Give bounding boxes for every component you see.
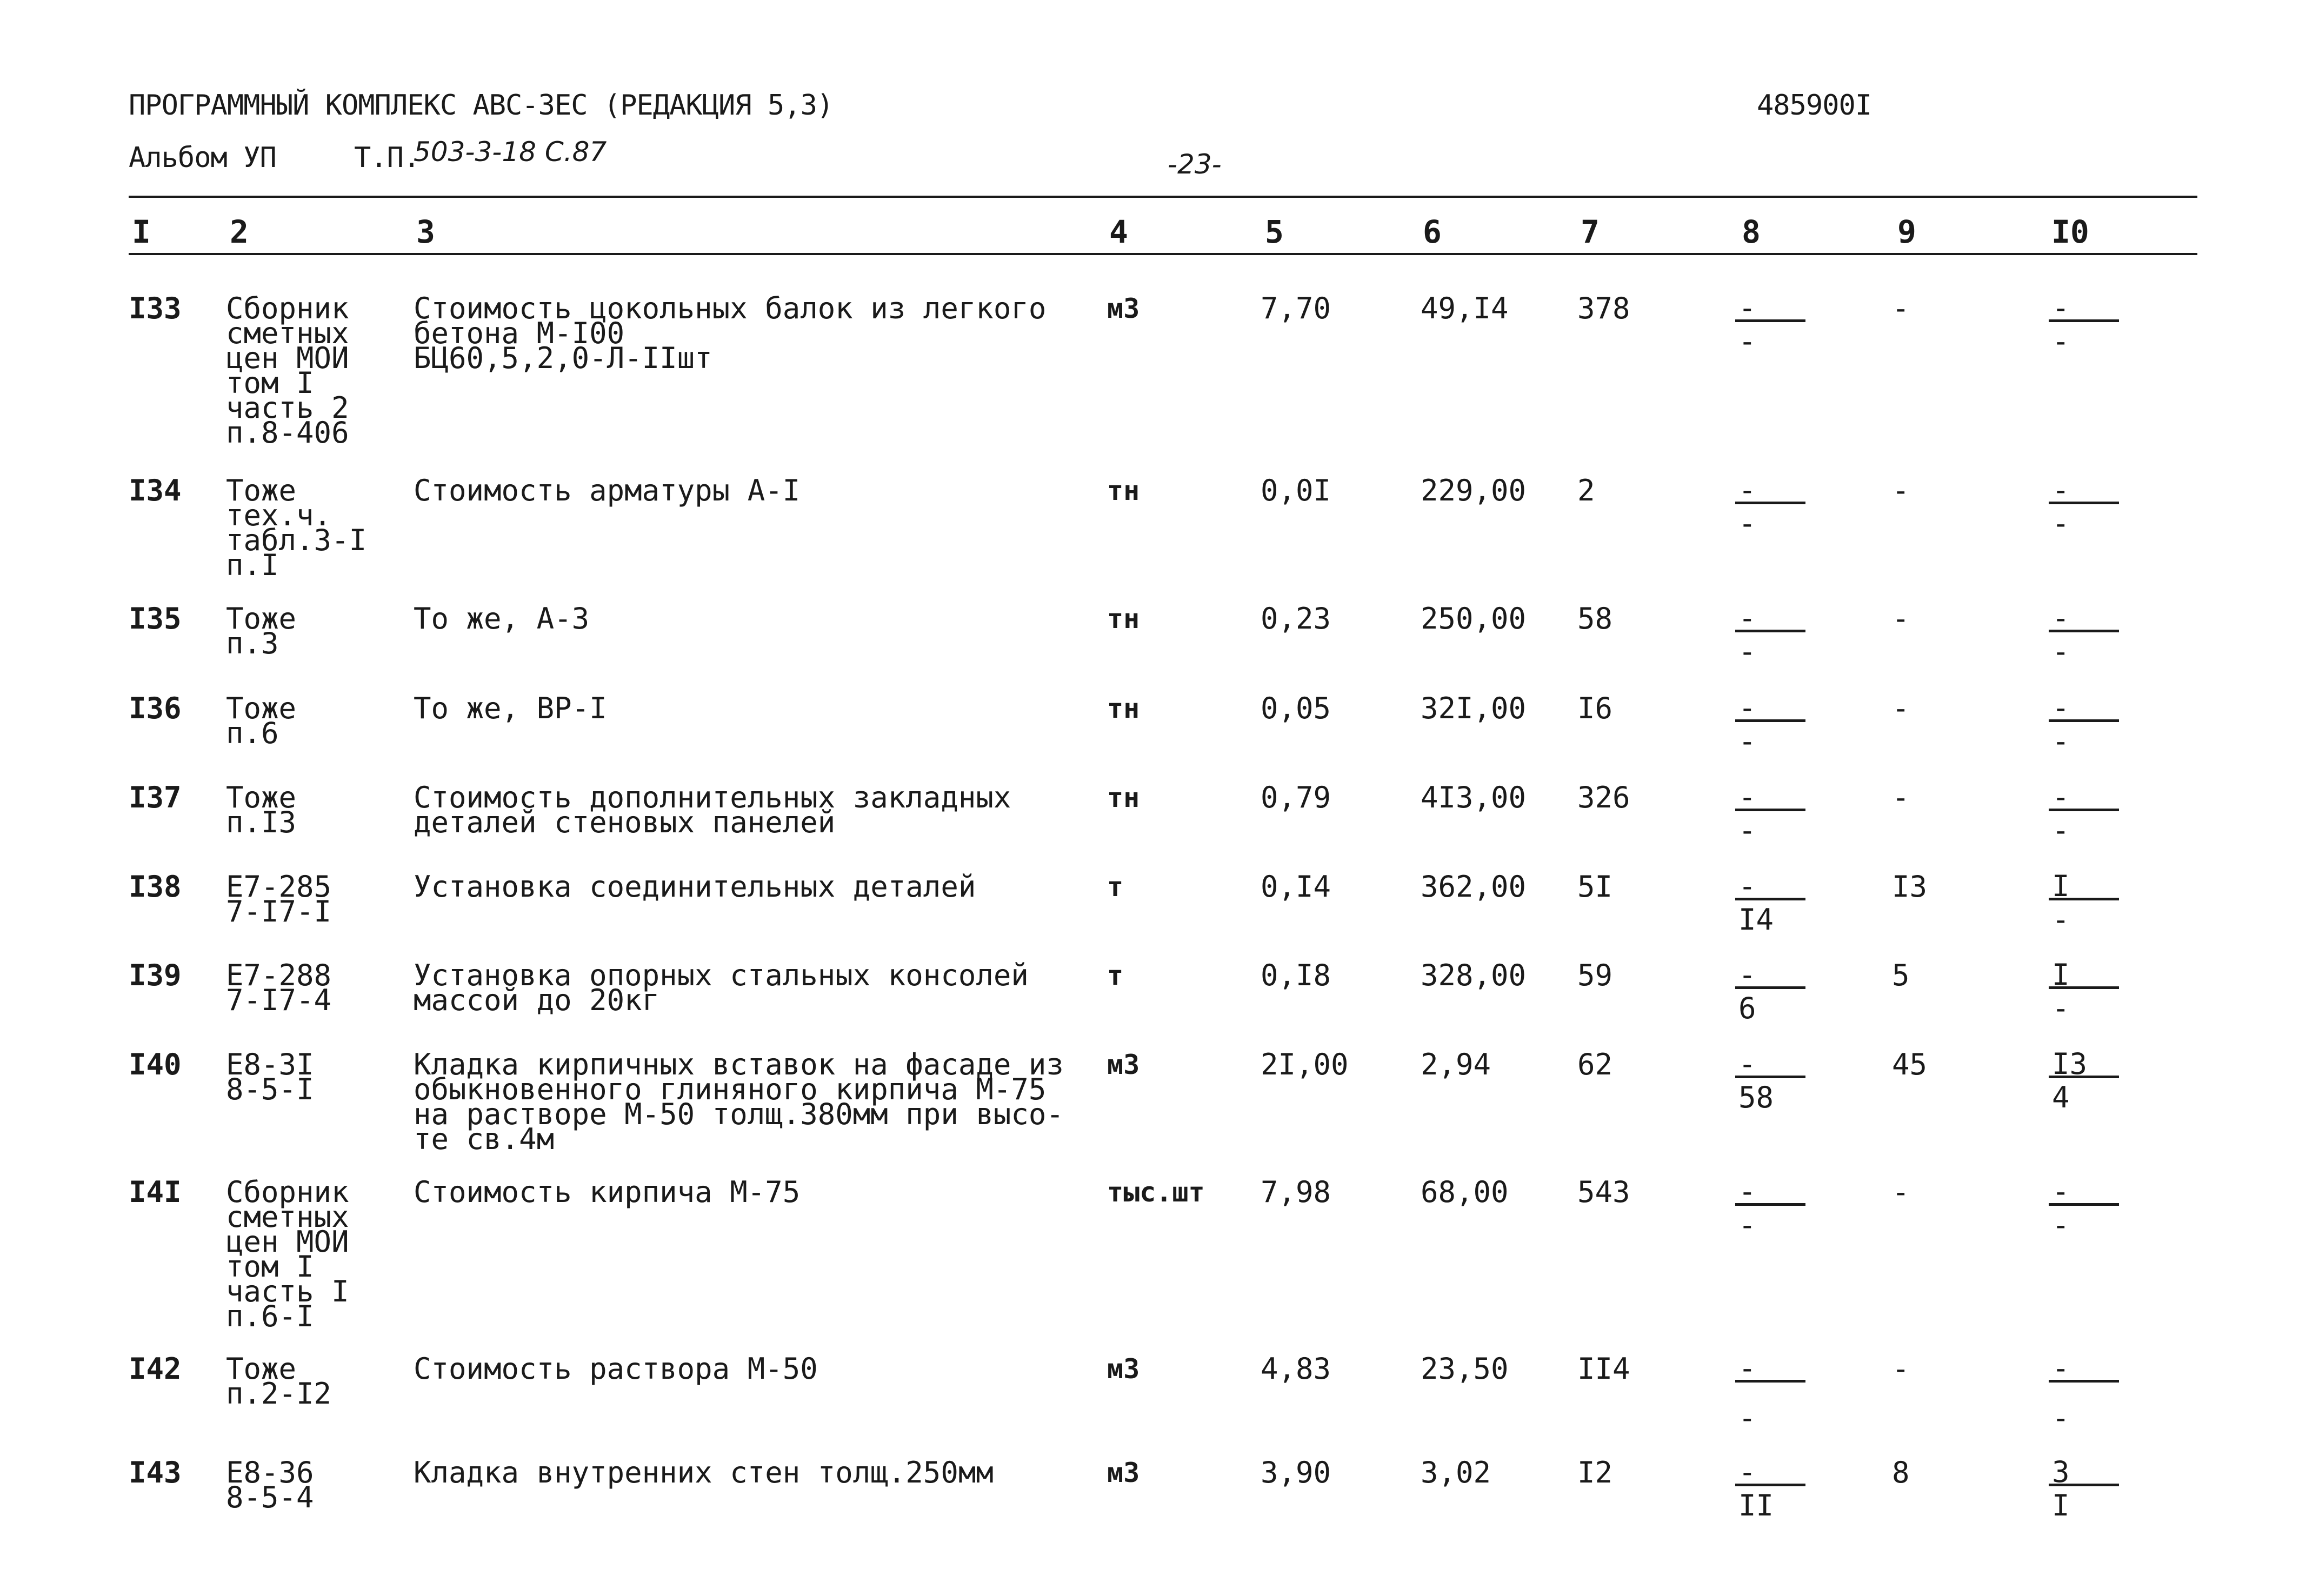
norm-reference: Тоже п.6 xyxy=(226,691,297,750)
quantity: 7,70 xyxy=(1261,291,1331,325)
unit-price: 23,50 xyxy=(1421,1352,1509,1386)
norm-reference: Е8-3I 8-5-I xyxy=(226,1047,314,1106)
norm-reference: Сборник сметных цен МОИ том I часть I п.6-I xyxy=(226,1175,349,1333)
column-header-1: I xyxy=(132,213,151,250)
column-10-denominator: - xyxy=(2052,635,2070,669)
column-10-denominator: - xyxy=(2052,813,2070,847)
quantity: 0,05 xyxy=(1261,691,1331,725)
unit-price: 229,00 xyxy=(1421,473,1527,507)
unit-price: 250,00 xyxy=(1421,602,1527,636)
header-bottom-rule xyxy=(129,253,2197,255)
column-10-denominator: - xyxy=(2052,1401,2070,1435)
column-8-denominator: - xyxy=(1738,506,1756,540)
row-number: I4I xyxy=(129,1175,182,1209)
column-10-numerator: - xyxy=(2049,294,2119,322)
column-8-denominator: I4 xyxy=(1738,903,1774,937)
norm-reference: Тоже п.I3 xyxy=(226,780,297,839)
column-10-numerator: I xyxy=(2049,961,2119,989)
total-cost: 59 xyxy=(1577,958,1613,992)
quantity: 0,0I xyxy=(1261,473,1331,507)
column-8-numerator: - xyxy=(1735,294,1805,322)
column-9-value: 5 xyxy=(1892,958,1910,992)
column-10-numerator: - xyxy=(2049,1354,2119,1383)
column-8-denominator: - xyxy=(1738,1208,1756,1242)
total-cost: 543 xyxy=(1577,1175,1630,1209)
album-label: Альбом УП xyxy=(129,142,276,174)
unit: тн xyxy=(1107,693,1140,724)
row-number: I43 xyxy=(129,1455,182,1490)
unit-price: 32I,00 xyxy=(1421,691,1527,725)
column-9-value: - xyxy=(1892,602,1910,636)
quantity: 0,I8 xyxy=(1261,958,1331,992)
column-header-3: 3 xyxy=(416,213,435,250)
total-cost: 58 xyxy=(1577,602,1613,636)
unit-price: 328,00 xyxy=(1421,958,1527,992)
norm-reference: Тоже п.2-I2 xyxy=(226,1352,332,1411)
column-8-numerator: - xyxy=(1735,604,1805,632)
row-number: I34 xyxy=(129,473,182,507)
work-description: Установка соединительных деталей xyxy=(414,870,976,904)
tp-handwritten-number: 503-3-18 С.87 xyxy=(414,136,607,168)
norm-reference: Е7-288 7-I7-4 xyxy=(226,958,332,1017)
quantity: 3,90 xyxy=(1261,1455,1331,1490)
work-description: Стоимость цокольных балок из легкого бетона М-I00 БЦ60,5,2,0-Л-IIшт xyxy=(414,291,1047,375)
work-description: Стоимость дополнительных закладных деталей стеновых панелей xyxy=(414,780,1011,839)
column-8-denominator: - xyxy=(1738,635,1756,669)
column-header-10: I0 xyxy=(2051,213,2089,250)
row-number: I37 xyxy=(129,780,182,814)
column-header-2: 2 xyxy=(230,213,249,250)
top-rule xyxy=(129,196,2197,198)
unit: т xyxy=(1107,871,1124,903)
norm-reference: Сборник сметных цен МОИ том I часть 2 п.8-406 xyxy=(226,291,349,450)
column-header-6: 6 xyxy=(1423,213,1442,250)
unit-price: 3,02 xyxy=(1421,1455,1491,1490)
column-9-value: - xyxy=(1892,1175,1910,1209)
column-header-5: 5 xyxy=(1265,213,1284,250)
quantity: 7,98 xyxy=(1261,1175,1331,1209)
column-10-numerator: I3 xyxy=(2049,1050,2119,1078)
column-8-numerator: - xyxy=(1735,961,1805,989)
unit: т xyxy=(1107,960,1124,991)
unit: м3 xyxy=(1107,1049,1140,1080)
column-8-denominator: - xyxy=(1738,1401,1756,1435)
column-10-numerator: - xyxy=(2049,1178,2119,1206)
work-description: Кладка внутренних стен толщ.250мм xyxy=(414,1455,994,1490)
row-number: I38 xyxy=(129,870,182,904)
column-10-denominator: - xyxy=(2052,1208,2070,1242)
row-number: I39 xyxy=(129,958,182,992)
column-10-numerator: - xyxy=(2049,476,2119,504)
norm-reference: Е7-285 7-I7-I xyxy=(226,870,332,929)
column-8-denominator: II xyxy=(1738,1488,1774,1522)
total-cost: II4 xyxy=(1577,1352,1630,1386)
column-10-numerator: - xyxy=(2049,694,2119,722)
total-cost: 2 xyxy=(1577,473,1595,507)
column-9-value: - xyxy=(1892,1352,1910,1386)
column-8-denominator: - xyxy=(1738,813,1756,847)
column-header-7: 7 xyxy=(1581,213,1600,250)
unit: м3 xyxy=(1107,1353,1140,1385)
total-cost: I2 xyxy=(1577,1455,1613,1490)
unit: тыс.шт xyxy=(1107,1177,1205,1208)
column-10-numerator: 3 xyxy=(2049,1458,2119,1486)
column-8-numerator: - xyxy=(1735,1458,1805,1486)
unit: тн xyxy=(1107,603,1140,635)
row-number: I35 xyxy=(129,602,182,636)
column-header-9: 9 xyxy=(1897,213,1916,250)
column-header-4: 4 xyxy=(1109,213,1128,250)
column-10-numerator: - xyxy=(2049,604,2119,632)
column-8-numerator: - xyxy=(1735,1354,1805,1383)
quantity: 0,23 xyxy=(1261,602,1331,636)
unit: м3 xyxy=(1107,1457,1140,1488)
column-10-denominator: 4 xyxy=(2052,1080,2070,1114)
row-number: I33 xyxy=(129,291,182,325)
column-10-denominator: - xyxy=(2052,991,2070,1025)
work-description: То же, А-3 xyxy=(414,602,590,636)
column-9-value: 8 xyxy=(1892,1455,1910,1490)
document-code: 485900I xyxy=(1757,89,1872,122)
norm-reference: Е8-36 8-5-4 xyxy=(226,1455,314,1514)
column-9-value: I3 xyxy=(1892,870,1928,904)
quantity: 0,I4 xyxy=(1261,870,1331,904)
quantity: 4,83 xyxy=(1261,1352,1331,1386)
column-10-denominator: I xyxy=(2052,1488,2070,1522)
norm-reference: Тоже тех.ч. табл.3-I п.I xyxy=(226,473,367,582)
program-title: ПРОГРАММНЫЙ КОМПЛЕКС АВС-ЗЕС (РЕДАКЦИЯ 5,3) xyxy=(129,89,834,122)
column-10-denominator: - xyxy=(2052,506,2070,540)
column-8-numerator: - xyxy=(1735,1050,1805,1078)
unit-price: 2,94 xyxy=(1421,1047,1491,1081)
column-8-numerator: - xyxy=(1735,476,1805,504)
work-description: Установка опорных стальных консолей массой до 20кг xyxy=(414,958,1029,1017)
quantity: 0,79 xyxy=(1261,780,1331,814)
row-number: I42 xyxy=(129,1352,182,1386)
column-8-denominator: 6 xyxy=(1738,991,1756,1025)
column-8-numerator: - xyxy=(1735,1178,1805,1206)
row-number: I36 xyxy=(129,691,182,725)
tp-prefix: Т.П. xyxy=(354,142,420,174)
work-description: То же, ВР-I xyxy=(414,691,607,725)
column-10-denominator: - xyxy=(2052,324,2070,358)
quantity: 2I,00 xyxy=(1261,1047,1349,1081)
column-10-denominator: - xyxy=(2052,903,2070,937)
column-9-value: - xyxy=(1892,473,1910,507)
column-9-value: 45 xyxy=(1892,1047,1928,1081)
total-cost: 378 xyxy=(1577,291,1630,325)
unit-price: 68,00 xyxy=(1421,1175,1509,1209)
column-9-value: - xyxy=(1892,691,1910,725)
work-description: Кладка кирпичных вставок на фасаде из обыкновенного глиняного кирпича М-75 на растворе М-50 толщ.380мм при высо- те св.4м xyxy=(414,1047,1064,1156)
total-cost: 5I xyxy=(1577,870,1613,904)
total-cost: 326 xyxy=(1577,780,1630,814)
column-8-numerator: - xyxy=(1735,872,1805,900)
total-cost: I6 xyxy=(1577,691,1613,725)
row-number: I40 xyxy=(129,1047,182,1081)
column-9-value: - xyxy=(1892,291,1910,325)
unit: м3 xyxy=(1107,293,1140,324)
unit-price: 362,00 xyxy=(1421,870,1527,904)
column-9-value: - xyxy=(1892,780,1910,814)
work-description: Стоимость арматуры А-I xyxy=(414,473,801,507)
page-number: -23- xyxy=(1168,149,1222,180)
column-8-numerator: - xyxy=(1735,783,1805,811)
work-description: Стоимость раствора М-50 xyxy=(414,1352,818,1386)
column-10-denominator: - xyxy=(2052,724,2070,758)
column-8-denominator: 58 xyxy=(1738,1080,1774,1114)
norm-reference: Тоже п.3 xyxy=(226,602,297,660)
column-header-8: 8 xyxy=(1742,213,1761,250)
unit: тн xyxy=(1107,782,1140,813)
column-8-numerator: - xyxy=(1735,694,1805,722)
unit-price: 4I3,00 xyxy=(1421,780,1527,814)
column-10-numerator: I xyxy=(2049,872,2119,900)
unit-price: 49,I4 xyxy=(1421,291,1509,325)
work-description: Стоимость кирпича М-75 xyxy=(414,1175,801,1209)
column-8-denominator: - xyxy=(1738,324,1756,358)
total-cost: 62 xyxy=(1577,1047,1613,1081)
unit: тн xyxy=(1107,475,1140,506)
column-8-denominator: - xyxy=(1738,724,1756,758)
column-10-numerator: - xyxy=(2049,783,2119,811)
